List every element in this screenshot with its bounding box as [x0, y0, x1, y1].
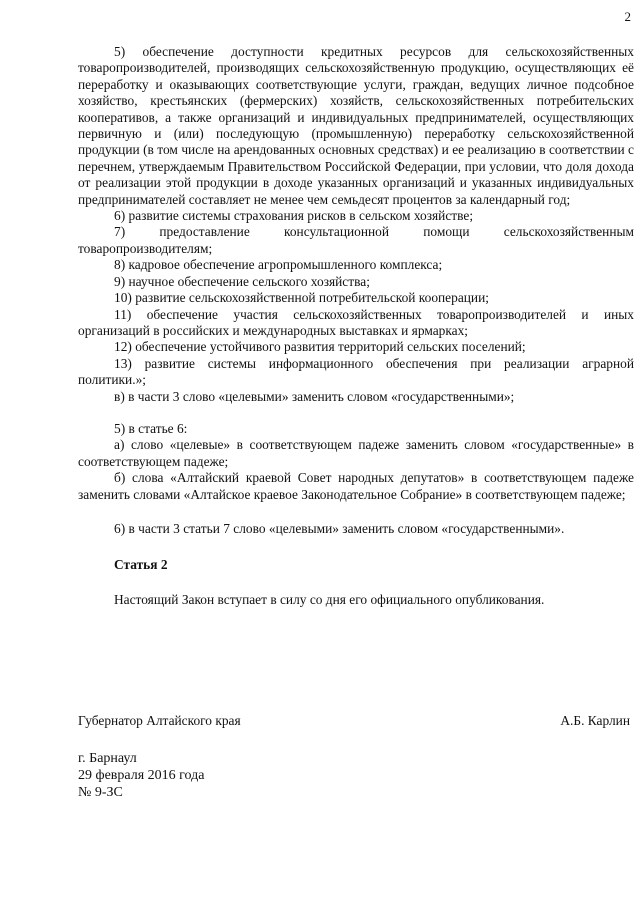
- paragraph-item-10: 10) развитие сельскохозяйственной потребительской кооперации;: [114, 290, 489, 306]
- law-date: 29 февраля 2016 года: [78, 768, 205, 783]
- paragraph-amendment-v: в) в части 3 слово «целевыми» заменить словом «государственными»;: [114, 388, 515, 404]
- paragraph-item-5: 5) обеспечение доступности кредитных ресурсов для сельскохозяйственных товаропроизводителей, производящих сельскохозяйственную продукцию, осуществляющих её переработку и оказывающих соответствующие услуги, граждан, ведущих личное подсобное хозяйство, крестьянских (фермерских) хозяйств, сельскохозяйственных потребительских кооперативов, а также организаций и индивидуальных предпринимателей, осуществляющих первичную и (или) последующую (промышленную) переработку сельскохозяйственной продукции (в том числе на арендованных основных средствах) и ее реализацию в соответствии с перечнем, утверждаемым Правительством Российской Федерации, при условии, что доля дохода от реализации этой продукции в доходе указанных организаций и указанных индивидуальных предпринимателей составляет не менее чем семьдесят процентов за календарный год;: [78, 44, 634, 207]
- paragraph-item-6: 6) развитие системы страхования рисков в сельском хозяйстве;: [114, 208, 474, 224]
- document-body: [78, 44, 634, 608]
- paragraph-item-7: 7) предоставление консультационной помощи сельскохозяйственным товаропроизводителям;: [78, 224, 634, 256]
- page-number: 2: [624, 9, 631, 24]
- article-text: Настоящий Закон вступает в силу со дня его официального опубликования.: [114, 591, 545, 607]
- paragraph-item-12: 12) обеспечение устойчивого развития территорий сельских поселений;: [114, 339, 526, 355]
- signatory-name: А.Б. Карлин: [560, 713, 630, 728]
- paragraph-item-9: 9) научное обеспечение сельского хозяйства;: [114, 273, 370, 289]
- signatory-title: Губернатор Алтайского края: [78, 713, 241, 728]
- place-date-block: [78, 750, 205, 801]
- article-heading: Статья 2: [114, 557, 168, 573]
- paragraph-item-13: 13) развитие системы информационного обеспечения при реализации аграрной политики.»;: [78, 355, 634, 388]
- paragraph-article-6: 5) в статье 6:: [114, 420, 188, 436]
- signature-block: [78, 713, 630, 729]
- paragraph-article-7: 6) в части 3 статьи 7 слово «целевыми» заменить словом «государственными».: [114, 520, 565, 536]
- paragraph-amendment-a: а) слово «целевые» в соответствующем падеже заменить словом «государственные» в соответствующем падеже;: [78, 437, 634, 469]
- law-number: № 9-ЗС: [78, 785, 123, 800]
- city: г. Барнаул: [78, 751, 137, 766]
- paragraph-item-8: 8) кадровое обеспечение агропромышленного комплекса;: [114, 257, 443, 273]
- paragraph-item-11: 11) обеспечение участия сельскохозяйственных товаропроизводителей и иных организаций в российских и международных выставках и ярмарках;: [78, 306, 634, 338]
- paragraph-amendment-b: б) слова «Алтайский краевой Совет народных депутатов» в соответствующем падеже заменить словами «Алтайское краевое Законодательное Собрание» в соответствующем падеже;: [78, 470, 634, 502]
